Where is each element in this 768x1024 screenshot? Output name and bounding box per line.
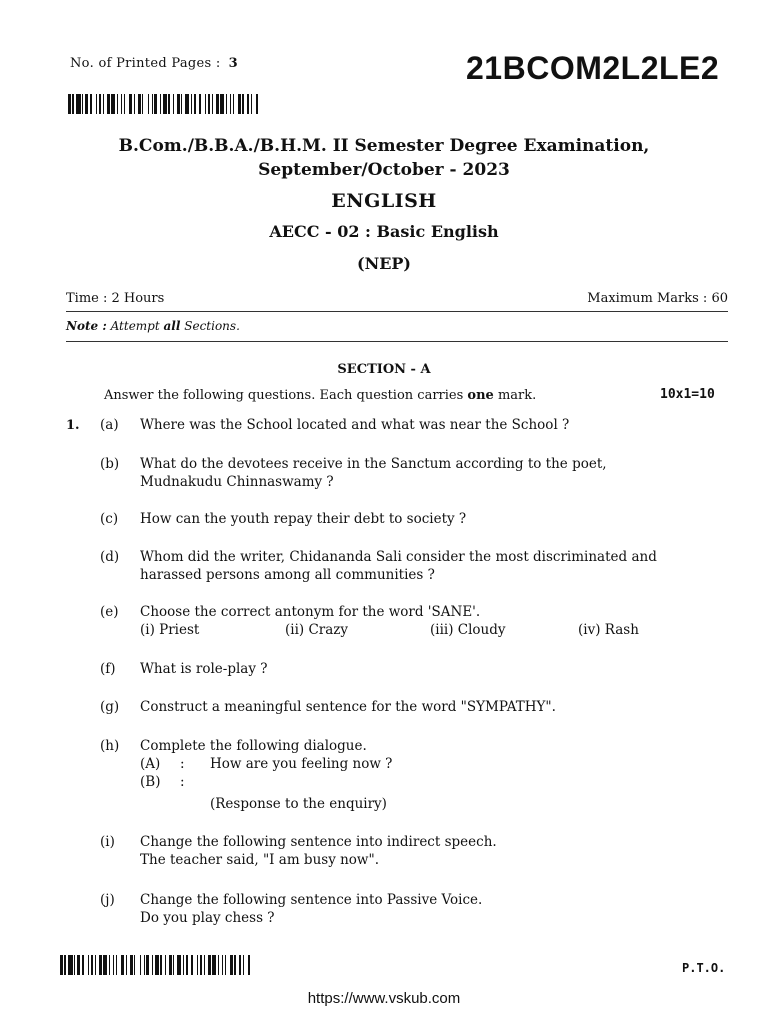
question-text: Choose the correct antonym for the word 'SANE'. xyxy=(140,604,481,620)
dialogue-line xyxy=(140,773,720,791)
dialogue xyxy=(140,755,720,791)
instruction-text-after: mark. xyxy=(497,388,537,403)
question-label: (j) xyxy=(100,892,115,908)
time-allowed: Time : 2 Hours xyxy=(66,291,165,306)
note xyxy=(66,319,240,333)
question-a xyxy=(100,416,720,434)
question-g xyxy=(100,698,720,716)
section-title: SECTION - A xyxy=(337,362,431,377)
maximum-marks: Maximum Marks : 60 xyxy=(587,291,728,306)
question-j xyxy=(100,891,720,927)
question-label: (g) xyxy=(100,699,120,715)
question-text: Where was the School located and what was near the School ? xyxy=(140,417,570,433)
printed-pages-label: No. of Printed Pages : xyxy=(70,56,221,71)
scheme-label: (NEP) xyxy=(357,254,411,273)
option-i: (i) Priest xyxy=(140,622,200,638)
paper-code: 21BCOM2L2LE2 xyxy=(466,50,720,86)
course-title: AECC - 02 : Basic English xyxy=(269,222,499,241)
instruction-text-before: Answer the following questions. Each question carries xyxy=(104,388,464,403)
source-url: https://www.vskub.com xyxy=(307,990,461,1007)
printed-pages xyxy=(70,56,238,71)
exam-title: B.Com./B.B.A./B.H.M. II Semester Degree Examination, xyxy=(118,136,650,156)
question-text: Complete the following dialogue. xyxy=(140,738,367,754)
question-number: 1. xyxy=(66,418,80,433)
question-d xyxy=(100,548,720,584)
question-text: What is role-play ? xyxy=(140,661,268,677)
option-iv: (iv) Rash xyxy=(578,622,639,638)
section-instruction xyxy=(104,388,536,403)
question-text: Whom did the writer, Chidananda Sali consider the most discriminated and xyxy=(140,549,657,565)
answer-options xyxy=(140,621,720,639)
question-label: (d) xyxy=(100,549,120,565)
barcode-bottom xyxy=(60,955,250,975)
question-text: harassed persons among all communities ? xyxy=(140,567,435,583)
subject-title: ENGLISH xyxy=(331,190,437,212)
question-b xyxy=(100,455,720,491)
question-label: (i) xyxy=(100,834,115,850)
question-text: What do the devotees receive in the Sanctum according to the poet, xyxy=(140,456,607,472)
divider-bottom xyxy=(66,341,728,342)
speaker: (A) xyxy=(140,756,161,772)
question-text: Construct a meaningful sentence for the word "SYMPATHY". xyxy=(140,699,556,715)
barcode-bar xyxy=(248,955,249,975)
note-text-after: Sections. xyxy=(184,319,240,333)
question-label: (e) xyxy=(100,604,119,620)
separator: : xyxy=(180,756,185,772)
question-text: Change the following sentence into indirect speech. xyxy=(140,834,497,850)
section-marks: 10x1=10 xyxy=(660,387,715,402)
question-i xyxy=(100,833,720,869)
question-label: (a) xyxy=(100,417,119,433)
option-ii: (ii) Crazy xyxy=(285,622,349,638)
dialogue-line xyxy=(140,755,720,773)
question-h xyxy=(100,737,720,813)
instruction-emph: one xyxy=(467,388,494,403)
question-label: (f) xyxy=(100,661,116,677)
note-emph: all xyxy=(163,319,181,333)
question-text: Change the following sentence into Passive Voice. xyxy=(140,892,483,908)
question-e xyxy=(100,603,720,639)
pto-label: P.T.O. xyxy=(682,961,726,975)
question-f xyxy=(100,660,720,678)
question-label: (c) xyxy=(100,511,119,527)
note-label: Note : xyxy=(66,319,107,333)
option-iii: (iii) Cloudy xyxy=(430,622,506,638)
barcode-bar xyxy=(258,94,261,114)
question-text: How can the youth repay their debt to society ? xyxy=(140,511,467,527)
question-text: The teacher said, "I am busy now". xyxy=(140,852,379,868)
barcode-top xyxy=(68,94,261,114)
note-text-before: Attempt xyxy=(110,319,160,333)
divider-top xyxy=(66,311,728,312)
dialogue-text: How are you feeling now ? xyxy=(210,756,393,772)
question-label: (b) xyxy=(100,456,120,472)
speaker: (B) xyxy=(140,774,161,790)
question-label: (h) xyxy=(100,738,120,754)
question-c xyxy=(100,510,720,528)
response-hint: (Response to the enquiry) xyxy=(210,796,387,812)
separator: : xyxy=(180,774,185,790)
exam-session: September/October - 2023 xyxy=(258,160,510,180)
question-text: Mudnakudu Chinnaswamy ? xyxy=(140,474,334,490)
printed-pages-value: 3 xyxy=(228,56,238,71)
question-text: Do you play chess ? xyxy=(140,910,275,926)
